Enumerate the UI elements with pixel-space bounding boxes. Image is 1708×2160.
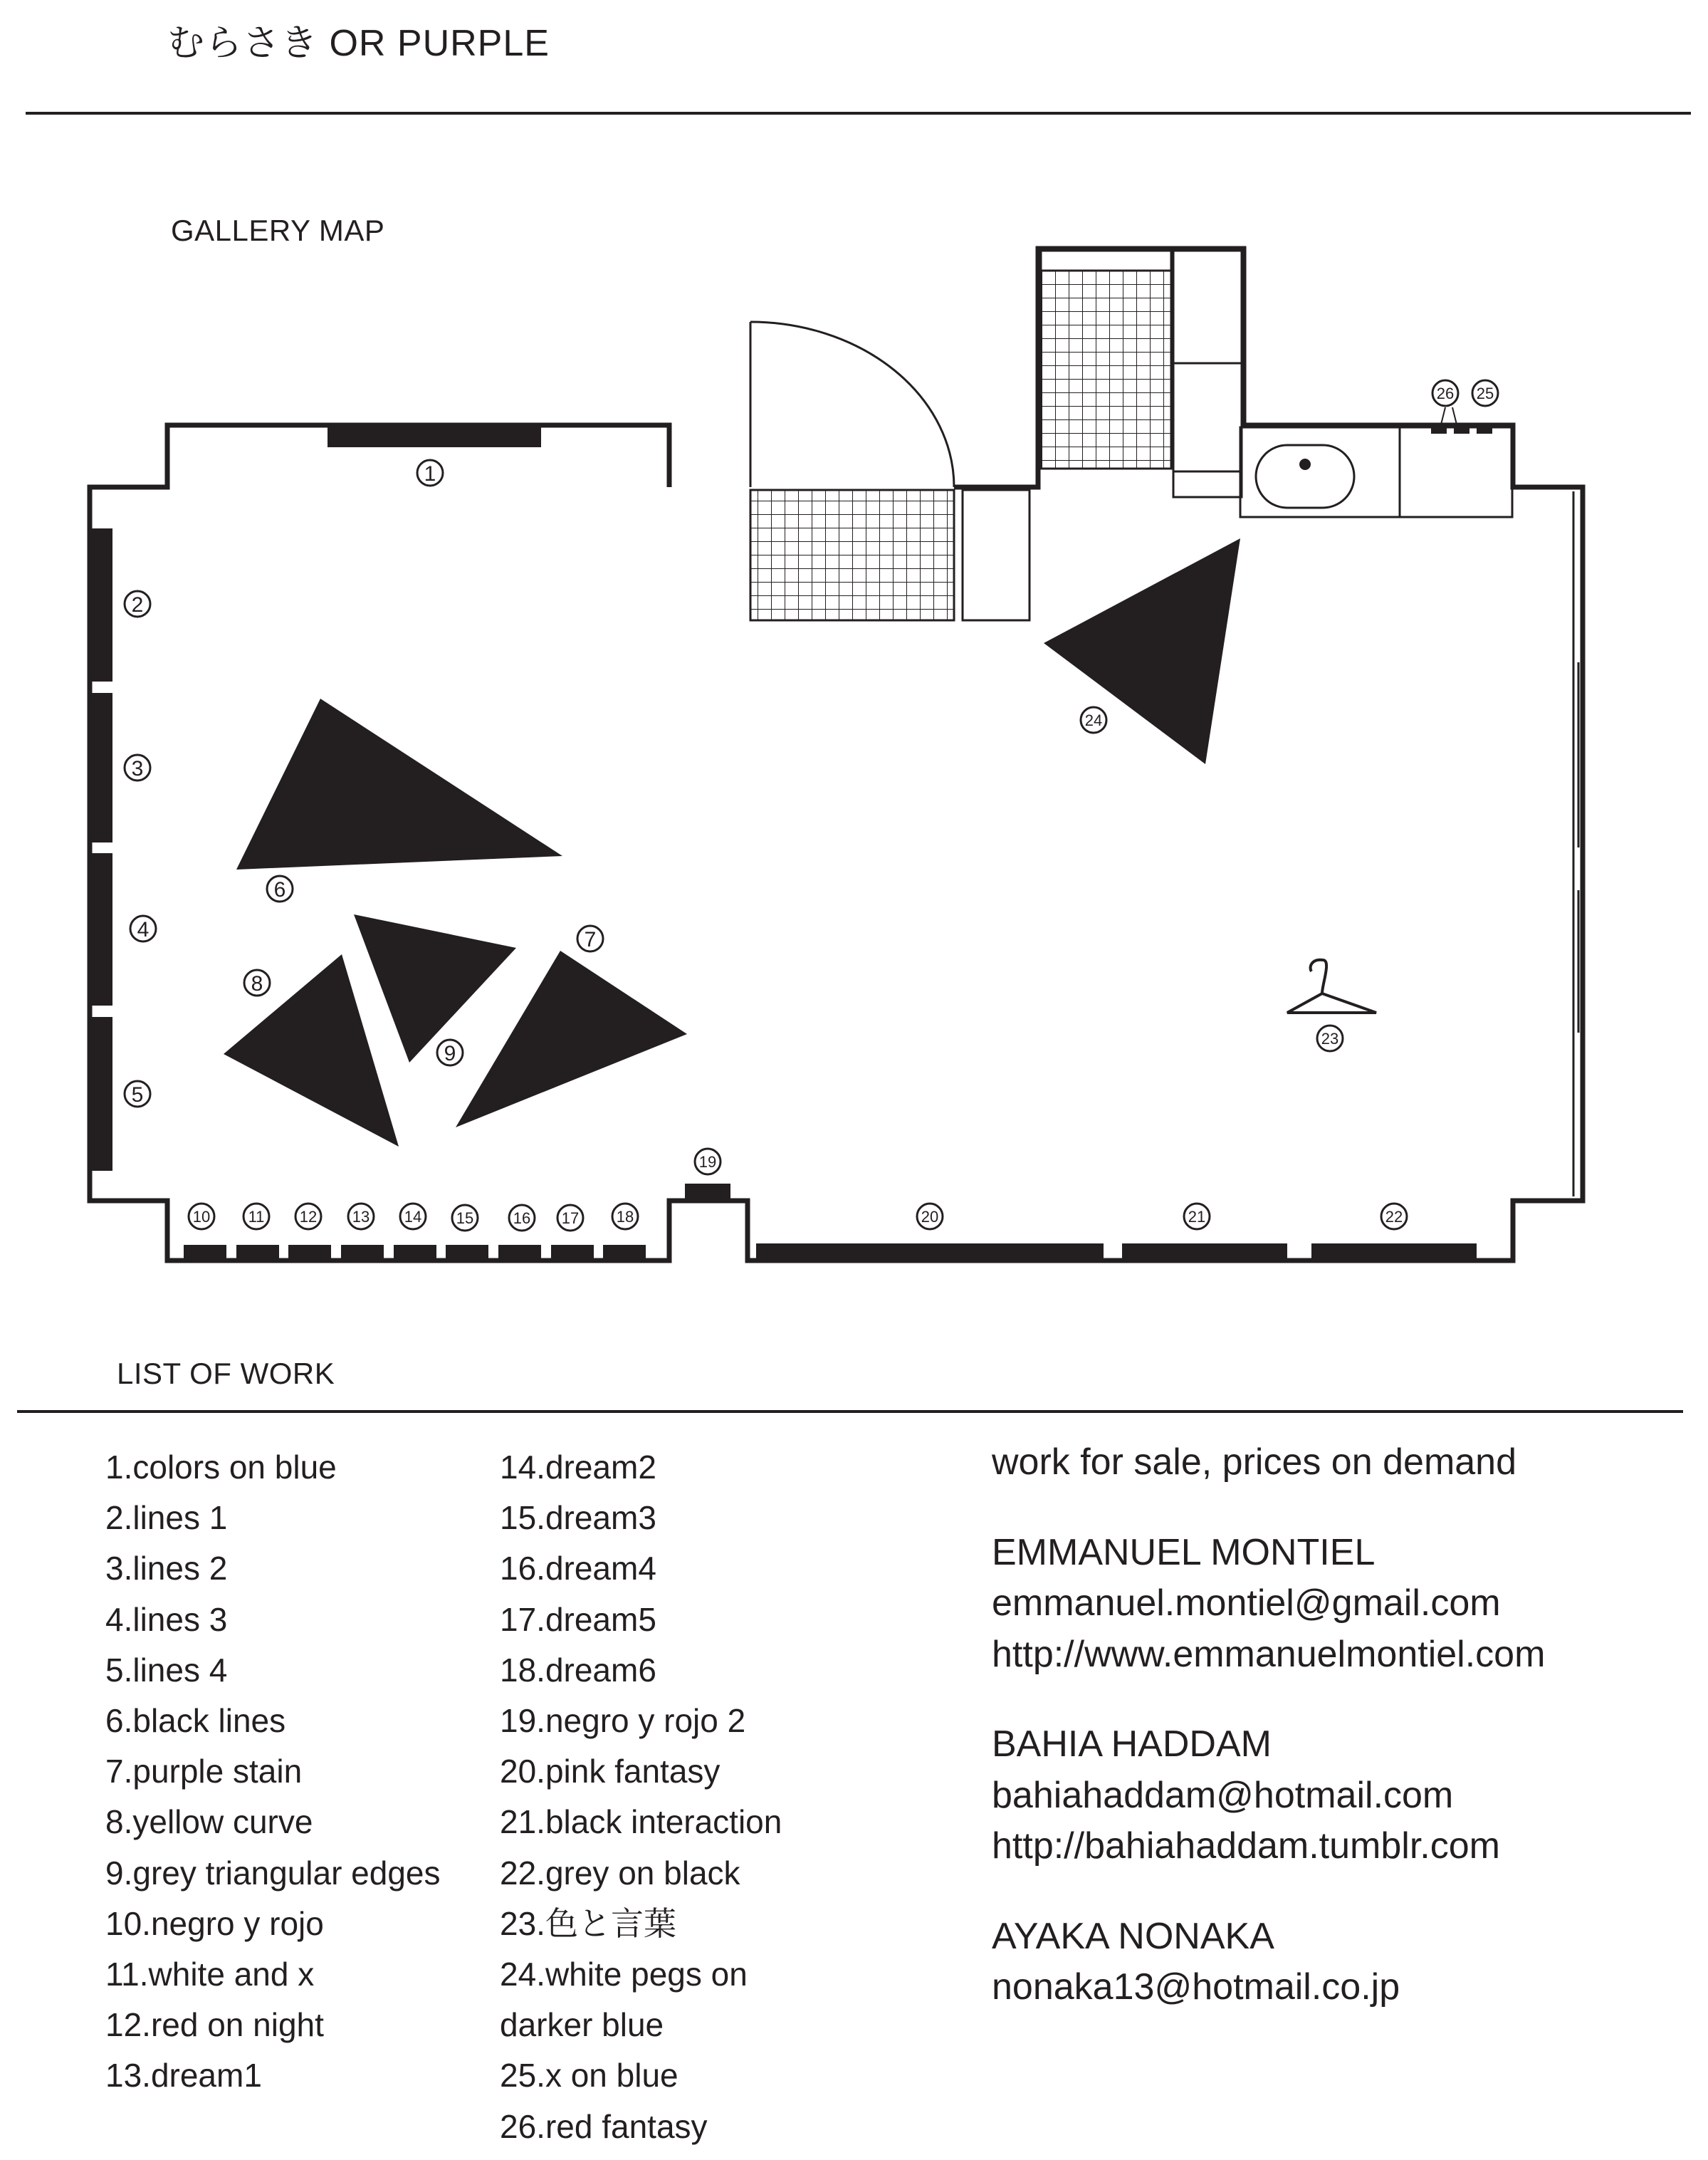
svg-text:22: 22 (1385, 1208, 1403, 1226)
artist-name: EMMANUEL MONTIEL (992, 1531, 1376, 1573)
marker-8 (244, 970, 270, 996)
artist-email[interactable]: emmanuel.montiel@gmail.com (992, 1582, 1501, 1624)
work-21-panel (1122, 1243, 1287, 1261)
marker-10 (189, 1204, 214, 1229)
marker-13 (348, 1204, 374, 1229)
work-list-item: 23.色と言葉 (500, 1904, 676, 1942)
work-14-panel (394, 1245, 436, 1261)
svg-text:16: 16 (513, 1209, 531, 1227)
artist-website[interactable]: http://bahiahaddam.tumblr.com (992, 1825, 1500, 1867)
work-list-item: 25.x on blue (500, 2057, 679, 2094)
svg-text:4: 4 (137, 918, 150, 941)
svg-text:24: 24 (1084, 711, 1103, 729)
work-list-column-2 (500, 1442, 782, 2152)
list-of-work-heading: LIST OF WORK (117, 1357, 335, 1390)
work-25-panel (1454, 427, 1469, 434)
work-17-panel (551, 1245, 594, 1261)
svg-text:9: 9 (444, 1042, 456, 1065)
work-20-panel (756, 1243, 1104, 1261)
svg-text:10: 10 (192, 1208, 211, 1226)
marker-9 (437, 1040, 463, 1065)
hanger-icon (1287, 960, 1376, 1013)
list-divider (17, 1410, 1683, 1413)
work-list-item: 22.grey on black (500, 1854, 740, 1892)
work-list-item: 15.dream3 (500, 1499, 656, 1537)
work-5-panel (90, 1017, 112, 1171)
page-title: むらさき OR PURPLE (167, 23, 550, 64)
svg-text:5: 5 (131, 1083, 144, 1107)
svg-text:19: 19 (698, 1153, 717, 1171)
sale-note: work for sale, prices on demand (992, 1441, 1517, 1483)
svg-text:3: 3 (131, 757, 144, 781)
work-6-triangle (236, 699, 562, 870)
svg-text:25: 25 (1476, 385, 1494, 402)
artist-block (992, 1528, 1545, 1681)
marker-15 (452, 1205, 478, 1231)
artist-name: BAHIA HADDAM (992, 1723, 1272, 1765)
marker-5 (125, 1081, 150, 1107)
svg-text:6: 6 (273, 878, 286, 902)
marker-20 (917, 1204, 943, 1229)
work-2-panel (90, 528, 112, 682)
work-3-panel (90, 693, 112, 842)
svg-text:2: 2 (131, 593, 144, 617)
marker-19 (695, 1149, 721, 1174)
svg-text:17: 17 (561, 1209, 580, 1227)
svg-text:11: 11 (248, 1208, 265, 1226)
work-9-triangle (354, 914, 516, 1063)
marker-1 (417, 460, 443, 486)
svg-text:13: 13 (352, 1208, 370, 1226)
work-list-item: darker blue (500, 2006, 664, 2044)
work-11-panel (236, 1245, 279, 1261)
marker-18 (612, 1204, 638, 1229)
svg-text:20: 20 (921, 1208, 939, 1226)
work-list-item: 7.purple stain (105, 1753, 303, 1790)
work-10-panel (184, 1245, 226, 1261)
marker-21 (1184, 1204, 1210, 1229)
marker-7 (577, 926, 603, 951)
marker-25 (1472, 380, 1498, 406)
work-list-item: 3.lines 2 (105, 1550, 228, 1587)
marker-11 (243, 1204, 269, 1229)
svg-text:18: 18 (616, 1208, 634, 1226)
marker-2 (125, 591, 150, 617)
work-list-item: 12.red on night (105, 2006, 324, 2044)
work-list-item: 20.pink fantasy (500, 1753, 721, 1790)
svg-text:15: 15 (456, 1209, 474, 1227)
work-list-item: 21.black interaction (500, 1803, 782, 1841)
work-list-item: 26.red fantasy (500, 2107, 708, 2145)
work-13-panel (341, 1245, 384, 1261)
work-15-panel (446, 1245, 488, 1261)
marker-22 (1381, 1204, 1407, 1229)
work-list-item: 2.lines 1 (105, 1499, 228, 1537)
marker-16 (509, 1205, 535, 1231)
work-26-panel (1431, 427, 1447, 434)
marker-3 (125, 755, 150, 781)
artist-website[interactable]: http://www.emmanuelmontiel.com (992, 1633, 1546, 1675)
work-list-item: 24.white pegs on (500, 1956, 748, 1993)
work-24-triangle (1044, 538, 1240, 764)
work-list-item: 8.yellow curve (105, 1803, 313, 1841)
artist-block (992, 1719, 1545, 1872)
work-list-item: 11.white and x (105, 1956, 315, 1993)
marker-12 (295, 1204, 321, 1229)
svg-text:14: 14 (404, 1208, 422, 1226)
artist-email[interactable]: bahiahaddam@hotmail.com (992, 1774, 1454, 1816)
marker-14 (400, 1204, 426, 1229)
work-list-item: 5.lines 4 (105, 1651, 228, 1689)
work-list-item: 14.dream2 (500, 1449, 656, 1486)
work-1-panel (328, 425, 541, 447)
work-12-panel (288, 1245, 331, 1261)
work-list-item: 13.dream1 (105, 2057, 262, 2094)
work-list-item: 17.dream5 (500, 1600, 656, 1638)
marker-26 (1432, 380, 1458, 406)
marker-17 (557, 1205, 583, 1231)
svg-text:21: 21 (1188, 1208, 1206, 1226)
svg-text:12: 12 (299, 1208, 318, 1226)
contact-info (992, 1437, 1545, 2013)
work-list-item: 16.dream4 (500, 1550, 656, 1587)
marker-4 (130, 916, 156, 941)
artist-name: AYAKA NONAKA (992, 1915, 1274, 1957)
artist-email[interactable]: nonaka13@hotmail.co.jp (992, 1966, 1400, 2008)
svg-text:7: 7 (584, 928, 597, 951)
gallery-map-heading: GALLERY MAP (171, 214, 385, 247)
work-list-item: 9.grey triangular edges (105, 1854, 441, 1892)
work-16-panel (498, 1245, 541, 1261)
work-list-item: 10.negro y rojo (105, 1904, 324, 1942)
work-22-panel (1311, 1243, 1477, 1261)
marker-6 (267, 876, 293, 902)
marker-23 (1317, 1026, 1343, 1051)
work-18-panel (603, 1245, 646, 1261)
work-list-item: 4.lines 3 (105, 1600, 228, 1638)
work-list-item: 19.negro y rojo 2 (500, 1702, 746, 1740)
svg-text:8: 8 (251, 972, 263, 996)
svg-text:26: 26 (1436, 385, 1455, 402)
work-list-item: 6.black lines (105, 1702, 286, 1740)
work-list-column-1 (105, 1442, 441, 2102)
work-4-panel (90, 853, 112, 1006)
svg-text:1: 1 (424, 462, 436, 486)
artist-block (992, 1911, 1545, 2013)
work-19-panel (685, 1184, 730, 1202)
work-list-item: 18.dream6 (500, 1651, 656, 1689)
work-7-triangle (456, 951, 687, 1127)
marker-24 (1081, 707, 1106, 733)
svg-text:23: 23 (1321, 1030, 1339, 1048)
work-list-item: 1.colors on blue (105, 1449, 337, 1486)
